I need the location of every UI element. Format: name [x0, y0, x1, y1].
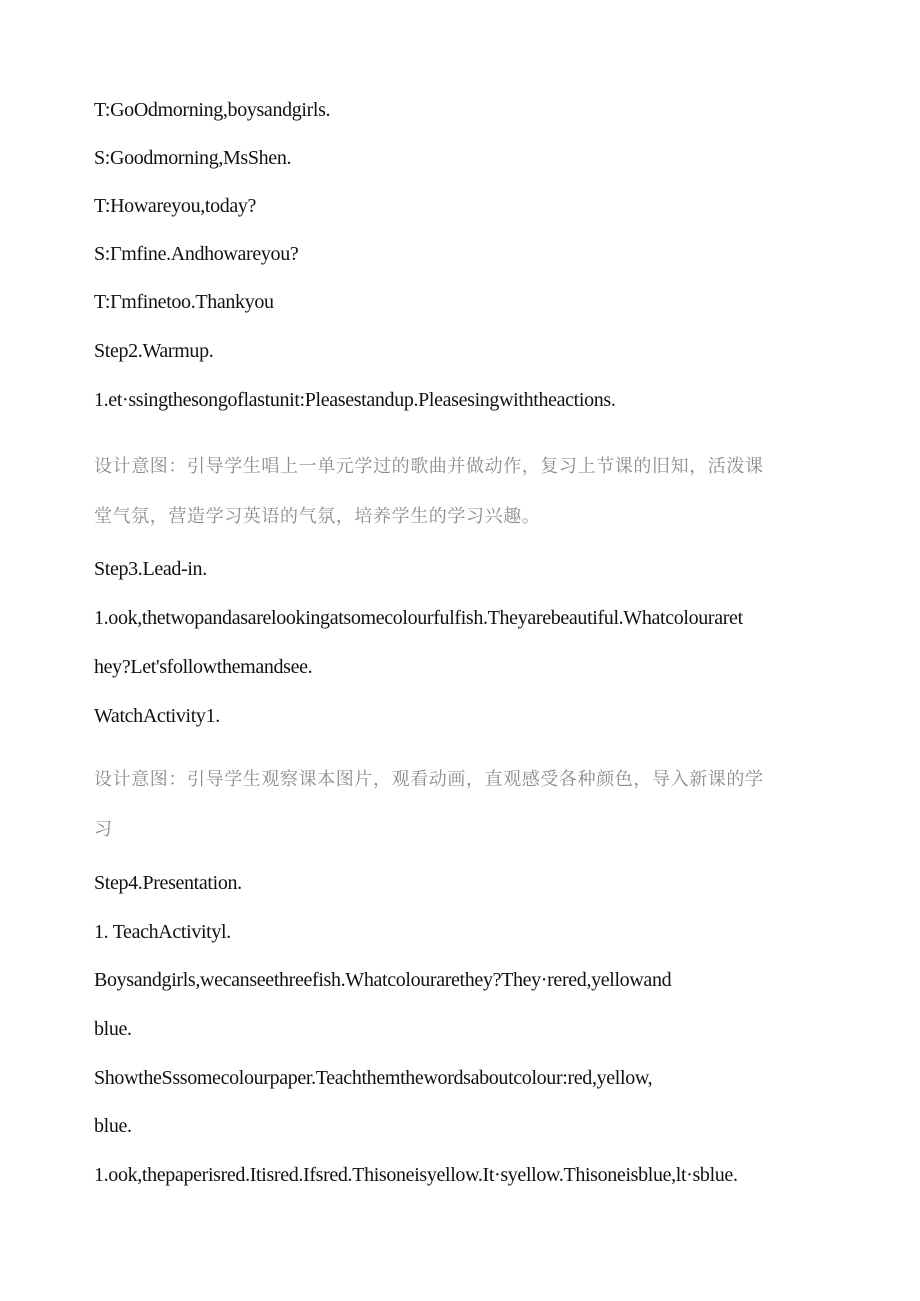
step4-paragraph-2-line-1: ShowtheSssomecolourpaper.Teachthemthewordsaboutcolour:red,yellow, [94, 1067, 653, 1089]
step3-heading: Step3.Lead-in. [94, 558, 207, 580]
step4-item-1: 1. TeachActivityl. [94, 921, 231, 943]
step4-paragraph-3: 1.ook,thepaperisred.Itisred.Ifsred.Thisoneisyellow.It·syellow.Thisoneisblue,lt·sblue. [94, 1164, 738, 1186]
step2-item-1: 1.et·ssingthesongoflastunit:Pleasestandup.Pleasesingwiththeactions. [94, 389, 616, 411]
dialogue-student-greeting: S:Goodmorning,MsShen. [94, 147, 292, 169]
dialogue-teacher-question: T:Howareyou,today? [94, 195, 257, 217]
step3-design-note-line-1: 设计意图：引导学生观察课本图片，观看动画，直观感受各种颜色，导入新课的学 [94, 769, 764, 790]
step2-heading: Step2.Warmup. [94, 340, 214, 362]
step2-design-note-line-1: 设计意图：引导学生唱上一单元学过的歌曲并做动作，复习上节课的旧知，活泼课 [94, 456, 764, 477]
step4-paragraph-1-line-2: blue. [94, 1018, 132, 1040]
step3-item-1-line-1: 1.ook,thetwopandasarelookingatsomecolourfulfish.Theyarebeautiful.Whatcolouraret [94, 607, 743, 629]
step4-paragraph-1-line-1: Boysandgirls,wecanseethreefish.Whatcolourarethey?They·rered,yellowand [94, 969, 672, 991]
dialogue-teacher-greeting: T:GoOdmorning,boysandgirls. [94, 99, 331, 121]
dialogue-student-answer: S:Γmfine.Andhowareyou? [94, 243, 299, 265]
step2-design-note-line-2: 堂气氛，营造学习英语的气氛，培养学生的学习兴趣。 [94, 506, 541, 527]
step4-heading: Step4.Presentation. [94, 872, 242, 894]
step4-paragraph-2-line-2: blue. [94, 1115, 132, 1137]
step3-item-1-line-2: hey?Let'sfollowthemandsee. [94, 656, 313, 678]
step3-watch-activity: WatchActivity1. [94, 705, 220, 727]
step3-design-note-line-2: 习 [94, 819, 113, 840]
dialogue-teacher-reply: T:Γmfinetoo.Thankyou [94, 291, 274, 313]
